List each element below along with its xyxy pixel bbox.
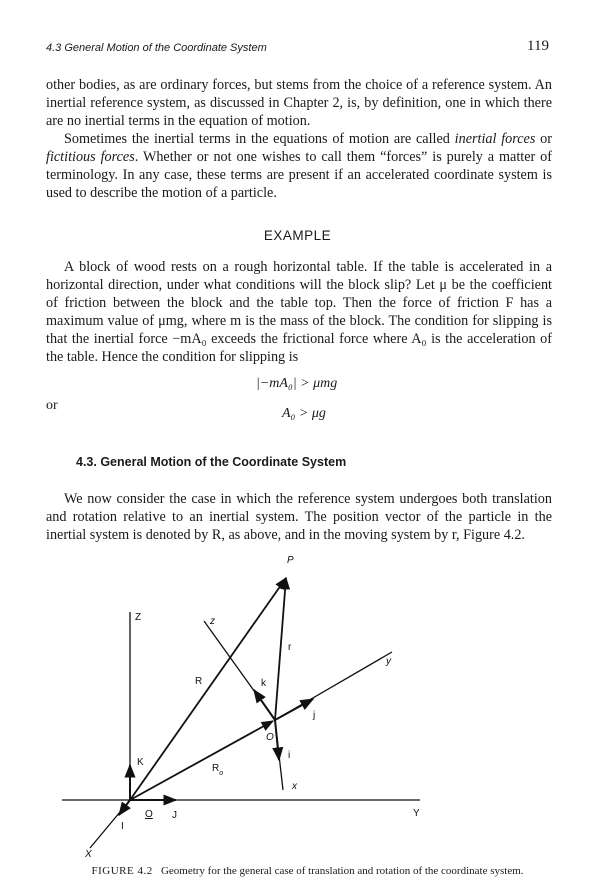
label-Y: Y	[413, 808, 420, 819]
paragraph-2-b: or	[535, 131, 552, 147]
label-O-moving: O	[266, 732, 274, 743]
label-O: O	[145, 809, 153, 820]
label-y: y	[386, 656, 391, 667]
unit-vector-k	[254, 690, 275, 720]
page-number: 119	[527, 38, 549, 54]
label-i: i	[288, 750, 291, 761]
paragraph-2	[46, 130, 552, 202]
running-header-section: 4.3 General Motion of the Coordinate System	[46, 42, 267, 54]
figure-caption-text: Geometry for the general case of translation and rotation of the coordinate system.	[160, 865, 524, 877]
running-header	[46, 38, 549, 58]
paragraph-2-a: Sometimes the inertial terms in the equations of motion are called	[64, 131, 455, 147]
label-x: x	[292, 781, 297, 792]
label-j: j	[313, 710, 316, 721]
unit-vector-i	[275, 720, 279, 760]
label-r: r	[288, 642, 292, 653]
section-heading: 4.3. General Motion of the Coordinate System	[76, 455, 347, 469]
unit-vector-j	[275, 699, 316, 721]
paragraph-2-c: . Whether or not one wishes to call them “forces” is purely a matter of terminology. In any case, these terms are present if an accelerated coordinate system is used to describe the motion of a particle.	[46, 149, 552, 201]
paragraph-3-text: We now consider the case in which the reference system undergoes both translation and rotation relative to an inertial system. The position vector of the particle in the inertial system is denoted by R, as above, and in the moving system by r, Figure 4.2.	[46, 491, 552, 543]
label-Ro	[212, 763, 223, 777]
label-z: z	[210, 616, 215, 627]
label-R: R	[195, 676, 203, 687]
vector-Ro	[130, 721, 273, 800]
label-K: K	[137, 757, 144, 768]
label-P: P	[287, 555, 294, 566]
vector-R	[130, 578, 286, 800]
label-k: k	[261, 678, 266, 689]
vector-r	[275, 578, 286, 720]
label-Ro-main: R	[212, 763, 220, 774]
paragraph-3	[46, 490, 552, 544]
label-Ro-sub: o	[219, 770, 224, 777]
example-paragraph	[46, 258, 552, 366]
term-inertial-forces: inertial forces	[454, 131, 536, 147]
paragraph-1: other bodies, as are ordinary forces, but stems from the choice of a reference system. An inertial reference system, as discussed in Chapter 2, is, by definition, one in which there are no inertial terms in the equation of motion.	[46, 77, 552, 129]
figure-caption	[60, 864, 555, 878]
label-I: I	[121, 821, 124, 832]
label-J: J	[172, 810, 177, 821]
label-Z: Z	[135, 612, 142, 623]
equation-2: A₀ > μg	[282, 406, 326, 421]
figure-4-2	[0, 550, 595, 860]
term-fictitious-forces: fictitious forces	[46, 149, 135, 165]
example-text: A block of wood rests on a rough horizontal table. If the table is accelerated in a horizontal direction, under what conditions will the block slip? Let μ be the coefficient of friction between the block and the table top. Then the force of friction F has a maximum value of μmg, where m is the mass of the block. The condition for slipping is that the inertial force −mA₀ exceeds the frictional force where A₀ is the acceleration of the table. Hence the condition for slipping is	[46, 259, 552, 365]
example-title: EXAMPLE	[263, 228, 332, 243]
label-X: X	[85, 849, 92, 860]
or-word: or	[46, 398, 58, 413]
equation-1: |−mA₀| > μmg	[256, 376, 338, 391]
unit-vector-I	[119, 800, 130, 815]
figure-caption-label: FIGURE 4.2	[91, 865, 153, 877]
